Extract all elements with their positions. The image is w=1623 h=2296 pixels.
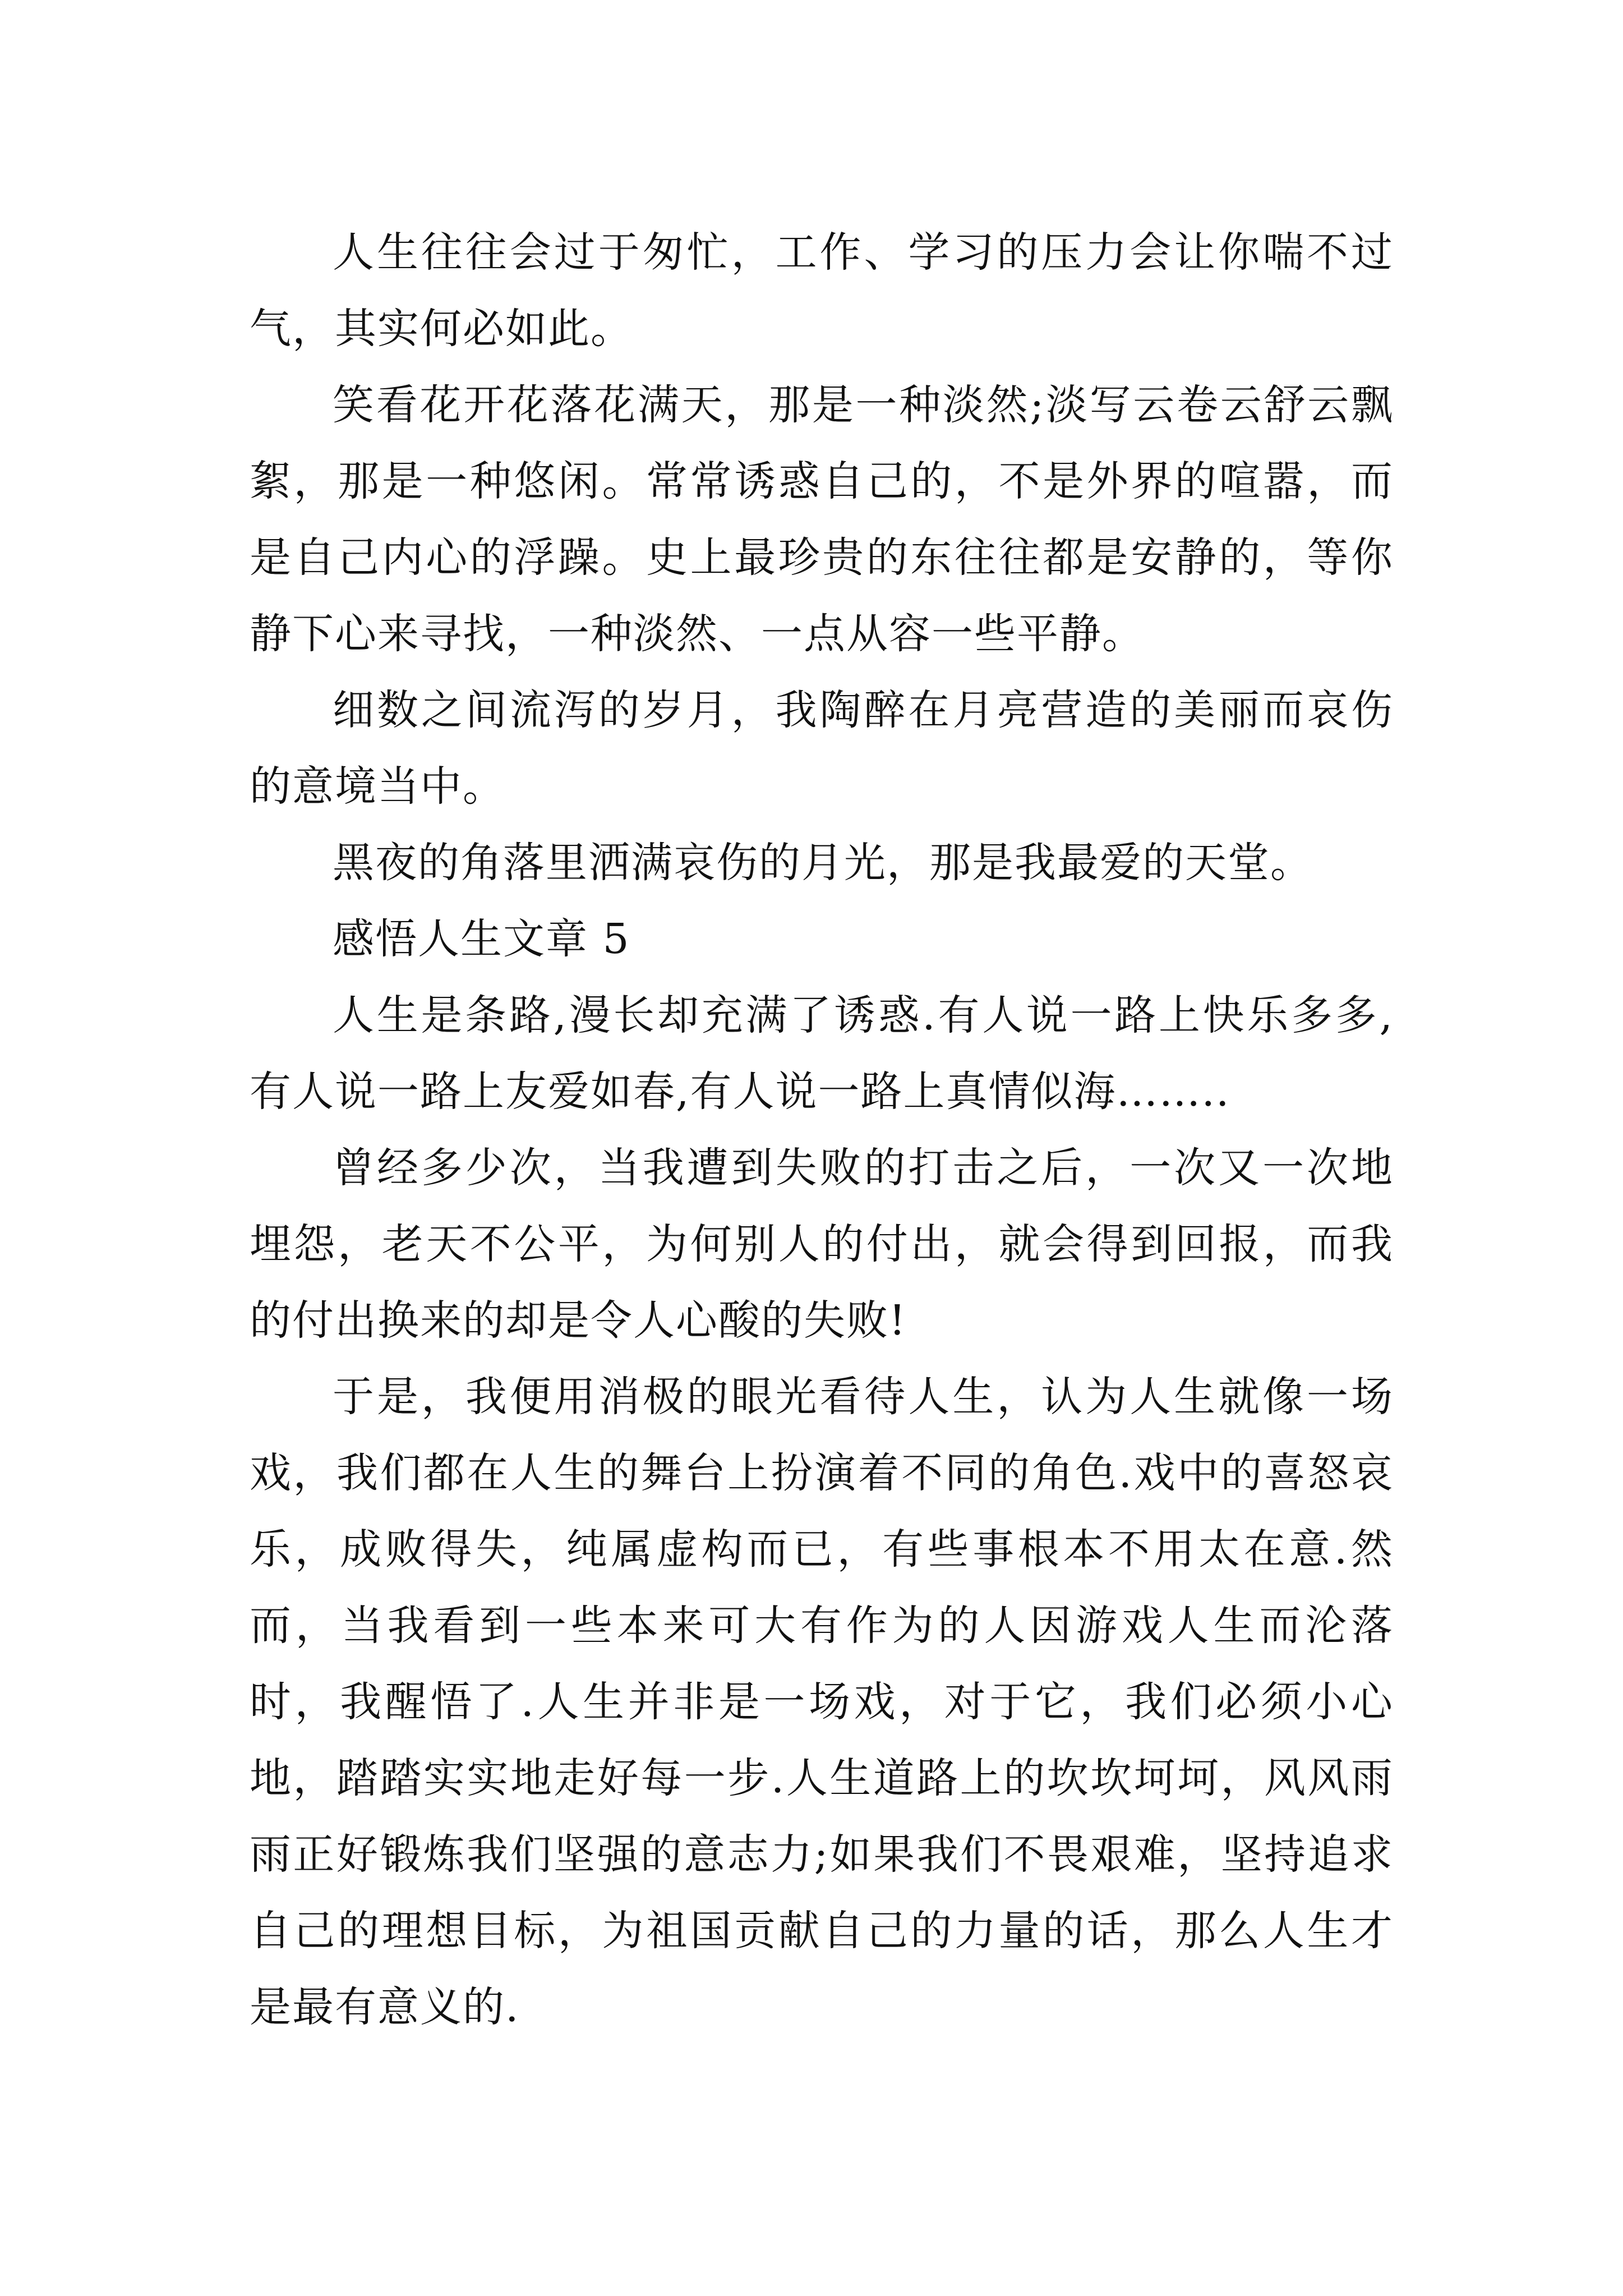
paragraph-4: 黑夜的角落里洒满哀伤的月光，那是我最爱的天堂。: [333, 839, 1313, 887]
document-body: [250, 214, 1394, 2045]
section-heading: 感悟人生文章 5: [333, 915, 630, 963]
paragraph-5: 人生是条路,漫长却充满了诱惑.有人说一路上快乐多多,有人说一路上友爱如春,有人说一路上真情似海……..: [250, 991, 1394, 1116]
paragraph-7: 于是，我便用消极的眼光看待人生，认为人生就像一场戏，我们都在人生的舞台上扮演着不同的角色.戏中的喜怒哀乐，成败得失，纯属虚构而已，有些事根本不用太在意.然而，当我看到一些本来可大有作为的人因游戏人生而沦落时，我醒悟了.人生并非是一场戏，对于它，我们必须小心地，踏踏实实地走好每一步.人生道路上的坎坎坷坷，风风雨雨正好锻炼我们坚强的意志力;如果我们不畏艰难，坚持追求自己的理想目标，为祖国贡献自己的力量的话，那么人生才是最有意义的.: [250, 1373, 1394, 2031]
paragraph-2: 笑看花开花落花满天，那是一种淡然;淡写云卷云舒云飘絮，那是一种悠闲。常常诱惑自己的，不是外界的喧嚣，而是自己内心的浮躁。史上最珍贵的东往往都是安静的，等你静下心来寻找，一种淡然、一点从容一些平静。: [250, 381, 1394, 658]
paragraph-3: 细数之间流泻的岁月，我陶醉在月亮营造的美丽而哀伤的意境当中。: [250, 686, 1394, 811]
paragraph-1: 人生往往会过于匆忙，工作、学习的压力会让你喘不过气，其实何必如此。: [250, 228, 1394, 353]
paragraph-6: 曾经多少次，当我遭到失败的打击之后，一次又一次地埋怨，老天不公平，为何别人的付出，就会得到回报，而我的付出换来的却是令人心酸的失败!: [250, 1144, 1394, 1345]
